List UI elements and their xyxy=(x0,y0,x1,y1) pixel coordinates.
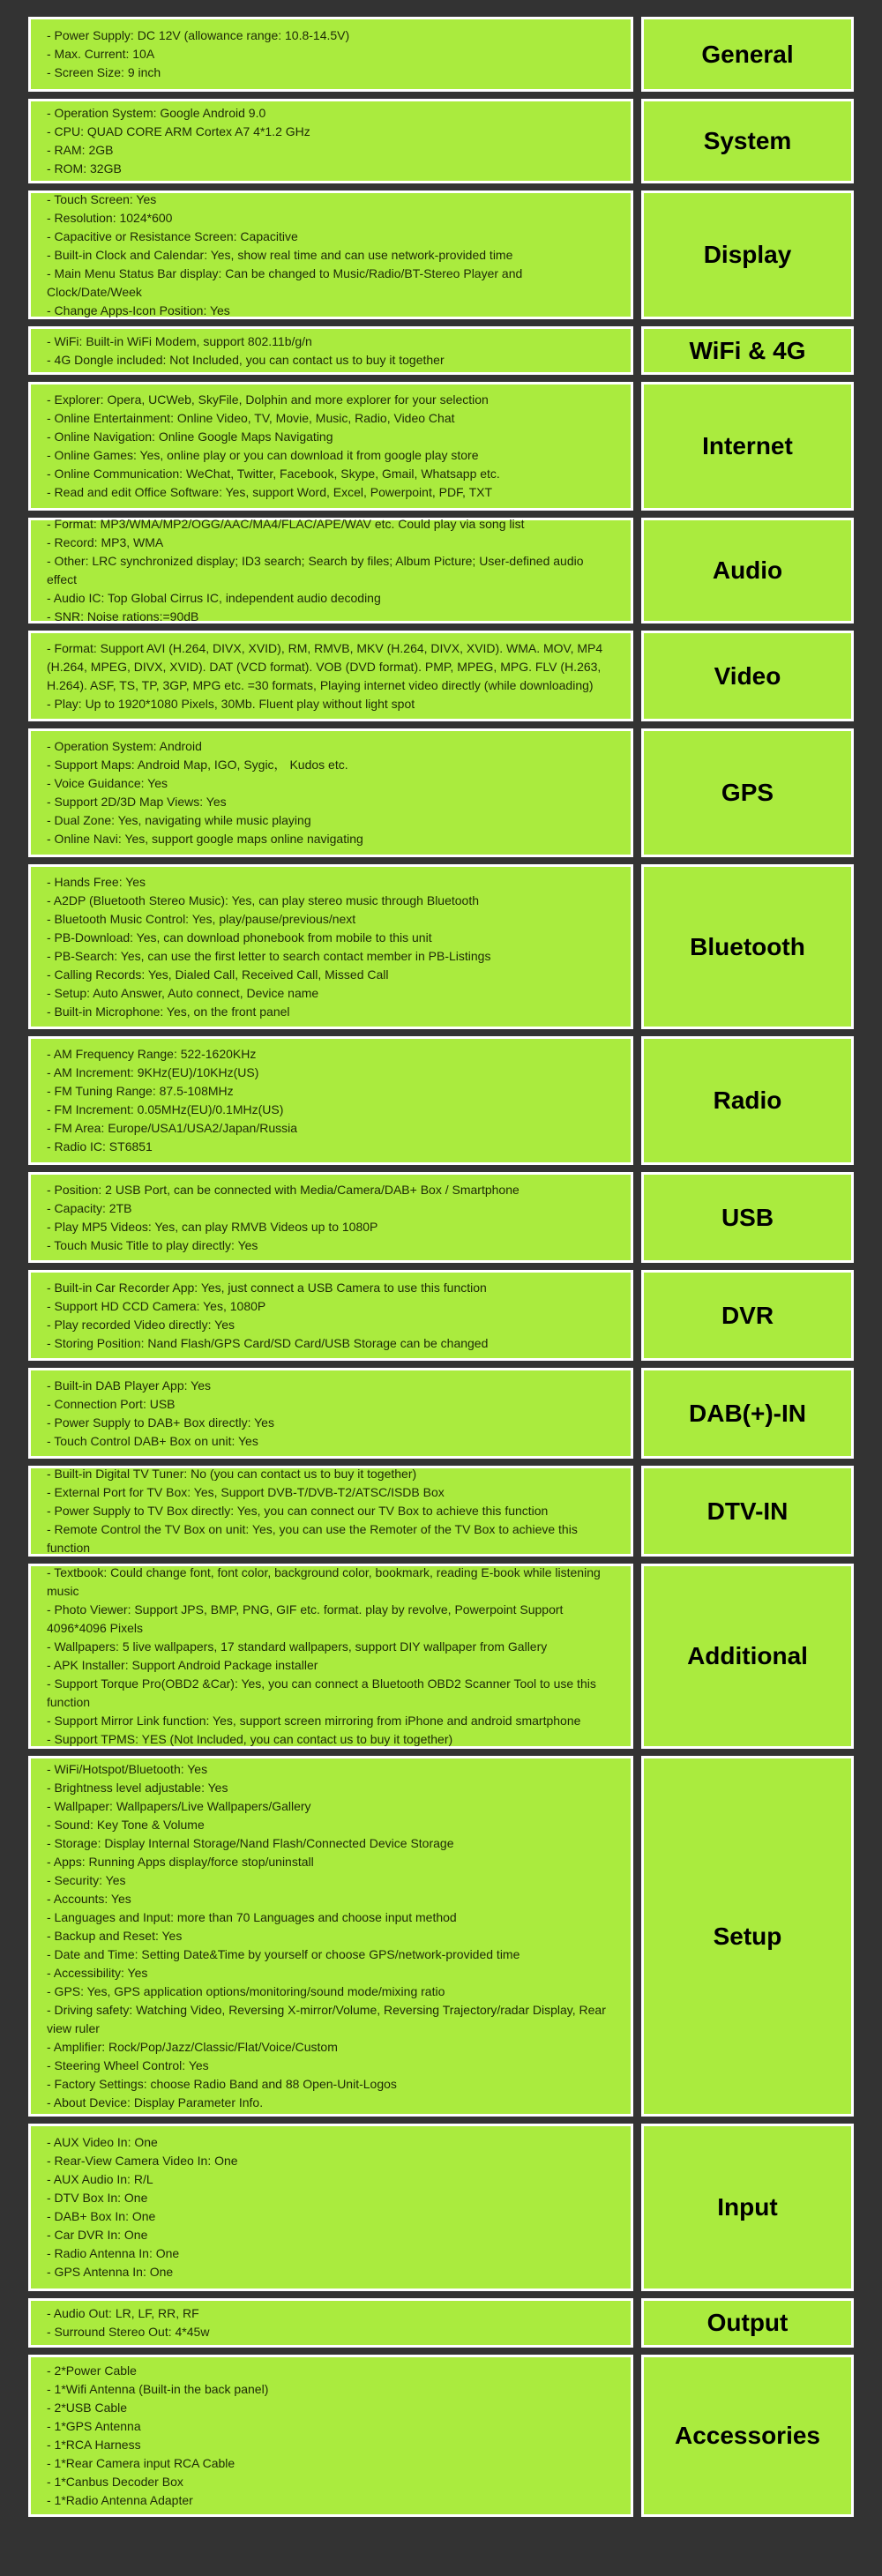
spec-section-additional xyxy=(28,1564,854,1749)
spec-section-general xyxy=(28,17,854,92)
spec-line: - Amplifier: Rock/Pop/Jazz/Classic/Flat/Voice/Custom xyxy=(47,2040,338,2054)
spec-line: - AM Increment: 9KHz(EU)/10KHz(US) xyxy=(47,1065,259,1079)
spec-section-display xyxy=(28,190,854,319)
spec-section-dab-in xyxy=(28,1368,854,1459)
spec-line: - PB-Download: Yes, can download phonebook from mobile to this unit xyxy=(47,930,432,945)
spec-line: - AUX Audio In: R/L xyxy=(47,2172,153,2186)
spec-line: - Calling Records: Yes, Dialed Call, Received Call, Missed Call xyxy=(47,967,389,982)
spec-line: - Explorer: Opera, UCWeb, SkyFile, Dolphin and more explorer for your selection xyxy=(47,392,489,407)
spec-line: - FM Area: Europe/USA1/USA2/Japan/Russia xyxy=(47,1121,298,1135)
spec-line: - Date and Time: Setting Date&Time by yourself or choose GPS/network-provided time xyxy=(47,1947,520,1961)
spec-line: - Languages and Input: more than 70 Languages and choose input method xyxy=(47,1910,457,1924)
spec-category-panel xyxy=(641,326,854,375)
spec-section-wifi-4g xyxy=(28,326,854,375)
spec-details xyxy=(28,382,633,511)
spec-category-label: Bluetooth xyxy=(690,932,805,960)
spec-line: - 1*Radio Antenna Adapter xyxy=(47,2493,193,2507)
spec-line: - DAB+ Box In: One xyxy=(47,2209,156,2223)
spec-line: - Setup: Auto Answer, Auto connect, Device name xyxy=(47,985,319,1000)
spec-category-panel xyxy=(641,2124,854,2291)
spec-line: - PB-Search: Yes, can use the first letter to search contact member in PB-Listings xyxy=(47,948,491,963)
spec-section-output xyxy=(28,2298,854,2348)
spec-line: - Rear-View Camera Video In: One xyxy=(47,2154,238,2168)
spec-section-internet xyxy=(28,382,854,511)
spec-line: - A2DP (Bluetooth Stereo Music): Yes, can play stereo music through Bluetooth xyxy=(47,892,480,907)
spec-category-panel xyxy=(641,2355,854,2517)
spec-details xyxy=(28,518,633,623)
spec-category-panel xyxy=(641,518,854,623)
spec-details xyxy=(28,1036,633,1165)
spec-line: - Support Torque Pro(OBD2 &Car): Yes, you can connect a Bluetooth OBD2 Scanner Tool to use this function xyxy=(47,1676,596,1709)
spec-category-panel xyxy=(641,631,854,721)
spec-category-label: Internet xyxy=(702,432,793,459)
spec-line: - Change Apps-Icon Position: Yes xyxy=(47,302,230,317)
spec-details xyxy=(28,2124,633,2291)
spec-line: - Record: MP3, WMA xyxy=(47,535,164,549)
spec-category-label: GPS xyxy=(721,779,774,806)
spec-line: - Wallpapers: 5 live wallpapers, 17 standard wallpapers, support DIY wallpaper from Gallery xyxy=(47,1639,548,1654)
spec-line: - Touch Music Title to play directly: Yes xyxy=(47,1237,258,1252)
spec-category-label: Additional xyxy=(687,1642,808,1669)
spec-section-dtv-in xyxy=(28,1466,854,1557)
spec-line: - Power Supply to DAB+ Box directly: Yes xyxy=(47,1415,274,1430)
spec-line: - Car DVR In: One xyxy=(47,2228,148,2242)
spec-section-radio xyxy=(28,1036,854,1165)
spec-line: - Audio IC: Top Global Cirrus IC, independent audio decoding xyxy=(47,591,381,605)
spec-line: - 2*USB Cable xyxy=(47,2401,128,2415)
spec-table xyxy=(28,17,854,2524)
spec-category-label: Output xyxy=(706,2309,789,2336)
spec-category-label: WiFi & 4G xyxy=(689,336,806,364)
spec-line: - Resolution: 1024*600 xyxy=(47,210,173,225)
spec-line: - Brightness level adjustable: Yes xyxy=(47,1781,228,1795)
spec-line: - Accounts: Yes xyxy=(47,1892,131,1906)
spec-line: - Play MP5 Videos: Yes, can play RMVB Videos up to 1080P xyxy=(47,1219,378,1234)
spec-line: - Support Maps: Android Map, IGO, Sygic， Kudos etc. xyxy=(47,758,348,772)
spec-line: - 1*GPS Antenna xyxy=(47,2419,141,2433)
spec-category-label: System xyxy=(703,127,792,154)
spec-category-panel xyxy=(641,382,854,511)
spec-line: - Built-in Car Recorder App: Yes, just connect a USB Camera to use this function xyxy=(47,1280,487,1295)
spec-line: - AM Frequency Range: 522-1620KHz xyxy=(47,1047,257,1061)
spec-details xyxy=(28,1756,633,2117)
spec-line: - Format: Support AVI (H.264, DIVX, XVID), RM, RMVB, MKV (H.264, DIVX, XVID). WMA. MOV, MP4 (H.264, MPEG, DIVX, XVID). DAT (VCD format). VOB (DVD format). PMP, MPEG, MPG. FLV (H.263, H.264). ASF, TS, TP, 3GP, MPG etc. =30 formats, Playing internet video directly (while downloading) xyxy=(47,640,603,692)
spec-section-accessories xyxy=(28,2355,854,2517)
spec-line: - Built-in Digital TV Tuner: No (you can contact us to buy it together) xyxy=(47,1467,417,1481)
spec-details xyxy=(28,326,633,375)
spec-details xyxy=(28,631,633,721)
spec-category-panel xyxy=(641,2298,854,2348)
spec-line: - WiFi: Built-in WiFi Modem, support 802.11b/g/n xyxy=(47,333,312,348)
spec-line: - Power Supply: DC 12V (allowance range: 10.8-14.5V) xyxy=(47,28,350,42)
spec-line: - Touch Control DAB+ Box on unit: Yes xyxy=(47,1433,258,1448)
spec-line: - Online Navi: Yes, support google maps online navigating xyxy=(47,832,363,846)
spec-line: - Storage: Display Internal Storage/Nand Flash/Connected Device Storage xyxy=(47,1836,454,1850)
spec-line: - Power Supply to TV Box directly: Yes, you can connect our TV Box to achieve this function xyxy=(47,1504,549,1518)
spec-line: - Screen Size: 9 inch xyxy=(47,65,161,79)
spec-line: - Support Mirror Link function: Yes, support screen mirroring from iPhone and android smartphone xyxy=(47,1714,581,1728)
spec-section-dvr xyxy=(28,1270,854,1361)
spec-category-label: Video xyxy=(714,661,781,690)
spec-line: - Radio Antenna In: One xyxy=(47,2246,180,2260)
spec-details xyxy=(28,1564,633,1749)
spec-line: - GPS Antenna In: One xyxy=(47,2265,174,2279)
spec-section-input xyxy=(28,2124,854,2291)
spec-line: - Capacity: 2TB xyxy=(47,1200,132,1215)
spec-category-label: Radio xyxy=(713,1086,782,1114)
spec-line: - Built-in Clock and Calendar: Yes, show real time and can use network-provided time xyxy=(47,247,513,262)
spec-category-label: DVR xyxy=(721,1301,774,1329)
spec-category-label: Accessories xyxy=(674,2422,820,2449)
spec-line: - 2*Power Cable xyxy=(47,2363,137,2378)
spec-line: - Support 2D/3D Map Views: Yes xyxy=(47,795,227,809)
spec-line: - APK Installer: Support Android Package installer xyxy=(47,1658,318,1672)
spec-category-panel xyxy=(641,1756,854,2117)
spec-category-panel xyxy=(641,17,854,92)
spec-line: - Wallpaper: Wallpapers/Live Wallpapers/Gallery xyxy=(47,1799,311,1813)
spec-category-label: Setup xyxy=(713,1922,782,1950)
spec-line: - SNR: Noise rations:=90dB xyxy=(47,609,199,623)
spec-line: - Driving safety: Watching Video, Reversing X-mirror/Volume, Reversing Trajectory/radar Display, Rear view ruler xyxy=(47,2003,606,2035)
spec-line: - Support HD CCD Camera: Yes, 1080P xyxy=(47,1298,266,1313)
spec-details xyxy=(28,1466,633,1557)
spec-line: - Read and edit Office Software: Yes, support Word, Excel, Powerpoint, PDF, TXT xyxy=(47,485,493,499)
spec-category-panel xyxy=(641,1466,854,1557)
spec-section-bluetooth xyxy=(28,864,854,1029)
spec-section-setup xyxy=(28,1756,854,2117)
spec-category-panel xyxy=(641,190,854,319)
spec-line: - GPS: Yes, GPS application options/monitoring/sound mode/mixing ratio xyxy=(47,1984,445,1998)
spec-line: - External Port for TV Box: Yes, Support DVB-T/DVB-T2/ATSC/ISDB Box xyxy=(47,1485,445,1499)
spec-section-video xyxy=(28,631,854,721)
spec-details xyxy=(28,1270,633,1361)
spec-section-audio xyxy=(28,518,854,623)
spec-line: - Apps: Running Apps display/force stop/uninstall xyxy=(47,1855,314,1869)
spec-line: - 1*Wifi Antenna (Built-in the back panel) xyxy=(47,2382,269,2396)
spec-category-label: General xyxy=(701,40,794,68)
spec-line: - Online Communication: WeChat, Twitter, Facebook, Skype, Gmail, Whatsapp etc. xyxy=(47,467,500,481)
spec-category-panel xyxy=(641,1172,854,1263)
spec-line: - FM Tuning Range: 87.5-108MHz xyxy=(47,1084,234,1098)
spec-line: - Main Menu Status Bar display: Can be changed to Music/Radio/BT-Stereo Player and Clock/Date/Week xyxy=(47,265,523,299)
spec-line: - 1*Rear Camera input RCA Cable xyxy=(47,2456,235,2470)
spec-line: - Remote Control the TV Box on unit: Yes, you can use the Remoter of the TV Box to achieve this function xyxy=(47,1522,578,1555)
spec-details xyxy=(28,2298,633,2348)
spec-line: - Online Entertainment: Online Video, TV, Movie, Music, Radio, Video Chat xyxy=(47,411,455,425)
spec-line: - Voice Guidance: Yes xyxy=(47,776,168,790)
spec-line: - CPU: QUAD CORE ARM Cortex A7 4*1.2 GHz xyxy=(47,124,310,138)
spec-line: - Accessibility: Yes xyxy=(47,1966,148,1980)
spec-line: - Other: LRC synchronized display; ID3 search; Search by files; Album Picture; User-defined audio effect xyxy=(47,554,584,586)
spec-line: - Bluetooth Music Control: Yes, play/pause/previous/next xyxy=(47,911,356,926)
spec-line: - Dual Zone: Yes, navigating while music playing xyxy=(47,813,311,827)
spec-details xyxy=(28,1172,633,1263)
spec-line: - Format: MP3/WMA/MP2/OGG/AAC/MA4/FLAC/APE/WAV etc. Could play via song list xyxy=(47,517,525,531)
spec-line: - Surround Stereo Out: 4*45w xyxy=(47,2325,210,2339)
spec-line: - Play: Up to 1920*1080 Pixels, 30Mb. Fluent play without light spot xyxy=(47,696,415,711)
spec-line: - 4G Dongle included: Not Included, you can contact us to buy it together xyxy=(47,352,445,367)
spec-category-label: USB xyxy=(721,1203,774,1231)
spec-line: - Textbook: Could change font, font color, background color, bookmark, reading E-book while listening music xyxy=(47,1565,601,1598)
spec-line: - Online Navigation: Online Google Maps Navigating xyxy=(47,429,333,444)
spec-line: - Built-in Microphone: Yes, on the front panel xyxy=(47,1004,290,1019)
spec-category-panel xyxy=(641,1036,854,1165)
spec-line: - Support TPMS: YES (Not Included, you can contact us to buy it together) xyxy=(47,1732,453,1746)
spec-line: - Operation System: Android xyxy=(47,739,202,753)
spec-line: - About Device: Display Parameter Info. xyxy=(47,2095,264,2109)
spec-category-label: Input xyxy=(717,2193,778,2221)
spec-section-system xyxy=(28,99,854,183)
spec-line: - AUX Video In: One xyxy=(47,2135,158,2149)
spec-line: - 1*RCA Harness xyxy=(47,2438,141,2452)
spec-category-panel xyxy=(641,864,854,1029)
spec-category-panel xyxy=(641,1270,854,1361)
spec-line: - Sound: Key Tone & Volume xyxy=(47,1818,205,1832)
spec-line: - 1*Canbus Decoder Box xyxy=(47,2475,183,2489)
spec-line: - ROM: 32GB xyxy=(47,161,122,175)
spec-category-label: Audio xyxy=(712,556,783,584)
spec-details xyxy=(28,99,633,183)
spec-category-panel xyxy=(641,1564,854,1749)
spec-line: - RAM: 2GB xyxy=(47,143,114,157)
spec-category-label: DAB(+)-IN xyxy=(689,1399,806,1427)
spec-line: - Radio IC: ST6851 xyxy=(47,1139,153,1154)
spec-details xyxy=(28,864,633,1029)
spec-details xyxy=(28,190,633,319)
spec-details xyxy=(28,2355,633,2517)
spec-line: - Capacitive or Resistance Screen: Capacitive xyxy=(47,228,298,243)
spec-section-usb xyxy=(28,1172,854,1263)
spec-line: - Photo Viewer: Support JPS, BMP, PNG, GIF etc. format. play by revolve, Powerpoint Support 4096*4096 Pixels xyxy=(47,1602,564,1635)
spec-line: - WiFi/Hotspot/Bluetooth: Yes xyxy=(47,1762,208,1776)
spec-line: - DTV Box In: One xyxy=(47,2191,148,2205)
spec-line: - Max. Current: 10A xyxy=(47,47,155,61)
spec-category-panel xyxy=(641,1368,854,1459)
spec-line: - Built-in DAB Player App: Yes xyxy=(47,1378,211,1393)
spec-section-gps xyxy=(28,728,854,857)
spec-line: - Steering Wheel Control: Yes xyxy=(47,2058,209,2072)
spec-line: - Security: Yes xyxy=(47,1873,126,1887)
spec-details xyxy=(28,17,633,92)
spec-line: - Backup and Reset: Yes xyxy=(47,1929,183,1943)
spec-details xyxy=(28,728,633,857)
spec-category-label: Display xyxy=(703,241,792,268)
spec-line: - Factory Settings: choose Radio Band and 88 Open-Unit-Logos xyxy=(47,2077,397,2091)
spec-line: - Audio Out: LR, LF, RR, RF xyxy=(47,2306,199,2320)
spec-line: - Storing Position: Nand Flash/GPS Card/SD Card/USB Storage can be changed xyxy=(47,1335,489,1350)
spec-line: - Hands Free: Yes xyxy=(47,874,146,889)
spec-line: - Position: 2 USB Port, can be connected with Media/Camera/DAB+ Box / Smartphone xyxy=(47,1182,519,1197)
spec-line: - Play recorded Video directly: Yes xyxy=(47,1317,235,1332)
spec-category-label: DTV-IN xyxy=(706,1497,789,1525)
spec-line: - FM Increment: 0.05MHz(EU)/0.1MHz(US) xyxy=(47,1102,284,1116)
spec-line: - Touch Screen: Yes xyxy=(47,191,157,206)
spec-category-panel xyxy=(641,99,854,183)
spec-line: - Online Games: Yes, online play or you can download it from google play store xyxy=(47,448,479,462)
spec-category-panel xyxy=(641,728,854,857)
spec-details xyxy=(28,1368,633,1459)
spec-line: - Connection Port: USB xyxy=(47,1396,176,1411)
spec-line: - Operation System: Google Android 9.0 xyxy=(47,106,266,120)
